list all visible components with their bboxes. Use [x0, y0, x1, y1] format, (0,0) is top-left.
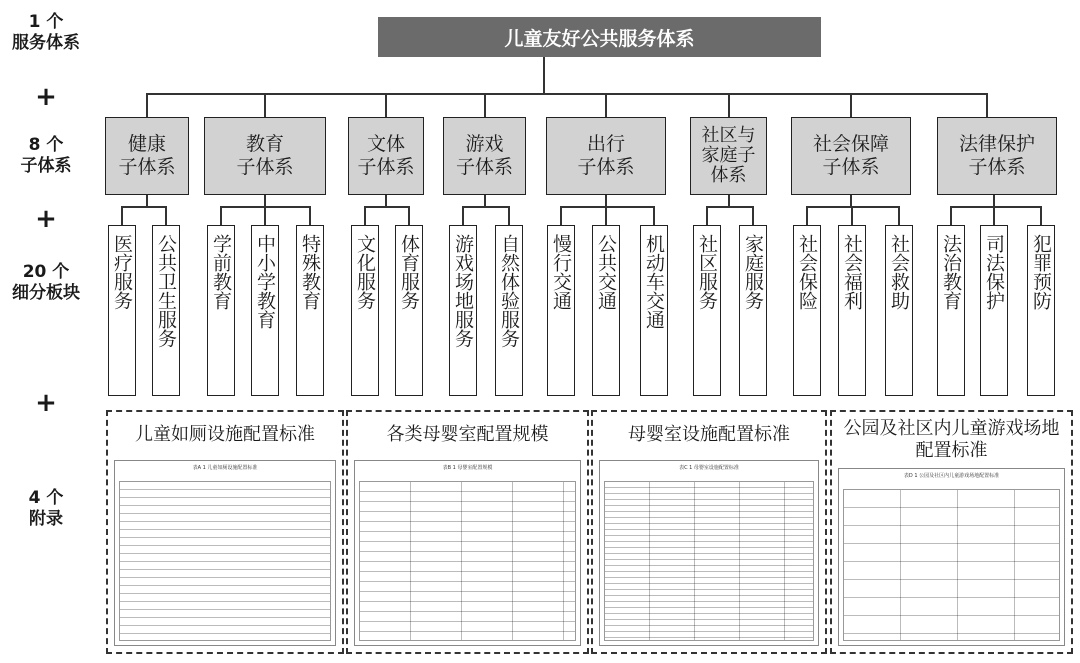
segment-motor-vehicle-traffic: 机动车交通: [640, 225, 668, 396]
segment-judicial-protection: 司法保护: [980, 225, 1008, 396]
subsystem-health: 健康 子体系: [105, 117, 189, 195]
appendix-title: 公园及社区内儿童游戏场地配置标准: [843, 418, 1060, 461]
table-grid: [119, 481, 331, 641]
segment-slow-traffic: 慢行交通: [547, 225, 575, 396]
appendix-title: 各类母婴室配置规模: [386, 424, 549, 445]
connector: [462, 206, 510, 208]
appendix-table-thumbnail: [599, 460, 819, 646]
connector: [752, 206, 754, 225]
appendix-play-area-standards: [830, 410, 1073, 654]
level-label-service-system: 1 个 服务体系: [12, 12, 80, 53]
segment-sports-services: 体育服务: [395, 225, 423, 396]
connector: [806, 206, 900, 208]
segment-play-area-services: 游戏场地服务: [449, 225, 477, 396]
segment-community-services: 社区服务: [693, 225, 721, 396]
appendix-nursing-room-scale: [346, 410, 589, 654]
subsystem-transport: 出行 子体系: [546, 117, 666, 195]
connector: [121, 206, 123, 225]
subsystem-bus-line: [147, 93, 987, 95]
connector: [950, 206, 1042, 208]
level-label-segments: 20 个 细分板块: [12, 262, 80, 303]
drop-line: [986, 93, 988, 117]
appendix-table-thumbnail: [354, 460, 581, 646]
subsystem-education: 教育 子体系: [204, 117, 326, 195]
segment-primary-secondary-education: 中小学教育: [251, 225, 279, 396]
drop-line: [484, 93, 486, 117]
connector: [706, 206, 708, 225]
connector: [408, 206, 410, 225]
segment-preschool-education: 学前教育: [207, 225, 235, 396]
subsystem-social-security: 社会保障 子体系: [791, 117, 911, 195]
appendix-nursing-room-facilities: [591, 410, 827, 654]
connector: [560, 206, 562, 225]
drop-line: [728, 93, 730, 117]
segment-social-welfare: 社会福利: [838, 225, 866, 396]
connector: [1040, 206, 1042, 225]
level-label-subsystems: 8 个 子体系: [20, 135, 72, 176]
appendix-title: 儿童如厕设施配置标准: [135, 424, 315, 445]
table-caption: 表B 1 母婴室配置规模: [442, 465, 493, 471]
segment-public-transport: 公共交通: [592, 225, 620, 396]
connector: [806, 206, 808, 225]
connector: [605, 206, 607, 225]
appendix-title: 母婴室设施配置标准: [628, 424, 790, 445]
appendix-table-thumbnail: [114, 460, 336, 646]
subsystem-play: 游戏 子体系: [443, 117, 526, 195]
segment-public-health-services: 公共卫生服务: [152, 225, 180, 396]
connector: [851, 206, 853, 225]
table-caption: 表D 1 公园及社区内儿童游戏场地配置标准: [903, 473, 1000, 479]
root-connector: [543, 57, 545, 94]
connector: [309, 206, 311, 225]
connector: [364, 206, 410, 208]
drop-line: [264, 93, 266, 117]
plus-sign-3: +: [35, 388, 57, 418]
table-grid: [604, 481, 814, 641]
connector: [264, 206, 266, 225]
drop-line: [146, 93, 148, 117]
table-caption: 表C 1 母婴室设施配置标准: [679, 465, 739, 471]
connector: [508, 206, 510, 225]
table-grid: [843, 489, 1060, 641]
plus-sign-1: +: [35, 82, 57, 112]
segment-legal-education: 法治教育: [937, 225, 965, 396]
appendix-toilet-standards: [106, 410, 344, 654]
connector: [653, 206, 655, 225]
subsystem-legal-protection: 法律保护 子体系: [937, 117, 1057, 195]
segment-special-education: 特殊教育: [296, 225, 324, 396]
level-label-appendices: 4 个 附录: [28, 488, 64, 529]
segment-family-services: 家庭服务: [739, 225, 767, 396]
connector: [121, 206, 167, 208]
connector: [950, 206, 952, 225]
connector: [706, 206, 754, 208]
drop-line: [605, 93, 607, 117]
connector: [993, 206, 995, 225]
segment-medical-services: 医疗服务: [108, 225, 136, 396]
table-caption: 表A 1 儿童如厕设施配置标准: [192, 465, 258, 471]
connector: [462, 206, 464, 225]
connector: [165, 206, 167, 225]
segment-cultural-services: 文化服务: [351, 225, 379, 396]
drop-line: [385, 93, 387, 117]
root-node: 儿童友好公共服务体系: [378, 17, 821, 57]
connector: [220, 206, 222, 225]
plus-sign-2: +: [35, 204, 57, 234]
connector: [364, 206, 366, 225]
drop-line: [850, 93, 852, 117]
connector: [560, 206, 655, 208]
connector: [898, 206, 900, 225]
table-grid: [359, 481, 576, 641]
segment-social-assistance: 社会救助: [885, 225, 913, 396]
appendix-table-thumbnail: [838, 468, 1065, 646]
subsystem-culture-sports: 文体 子体系: [348, 117, 424, 195]
segment-crime-prevention: 犯罪预防: [1027, 225, 1055, 396]
segment-nature-experience-services: 自然体验服务: [495, 225, 523, 396]
subsystem-community-family: 社区与 家庭子 体系: [690, 117, 767, 195]
segment-social-insurance: 社会保险: [793, 225, 821, 396]
